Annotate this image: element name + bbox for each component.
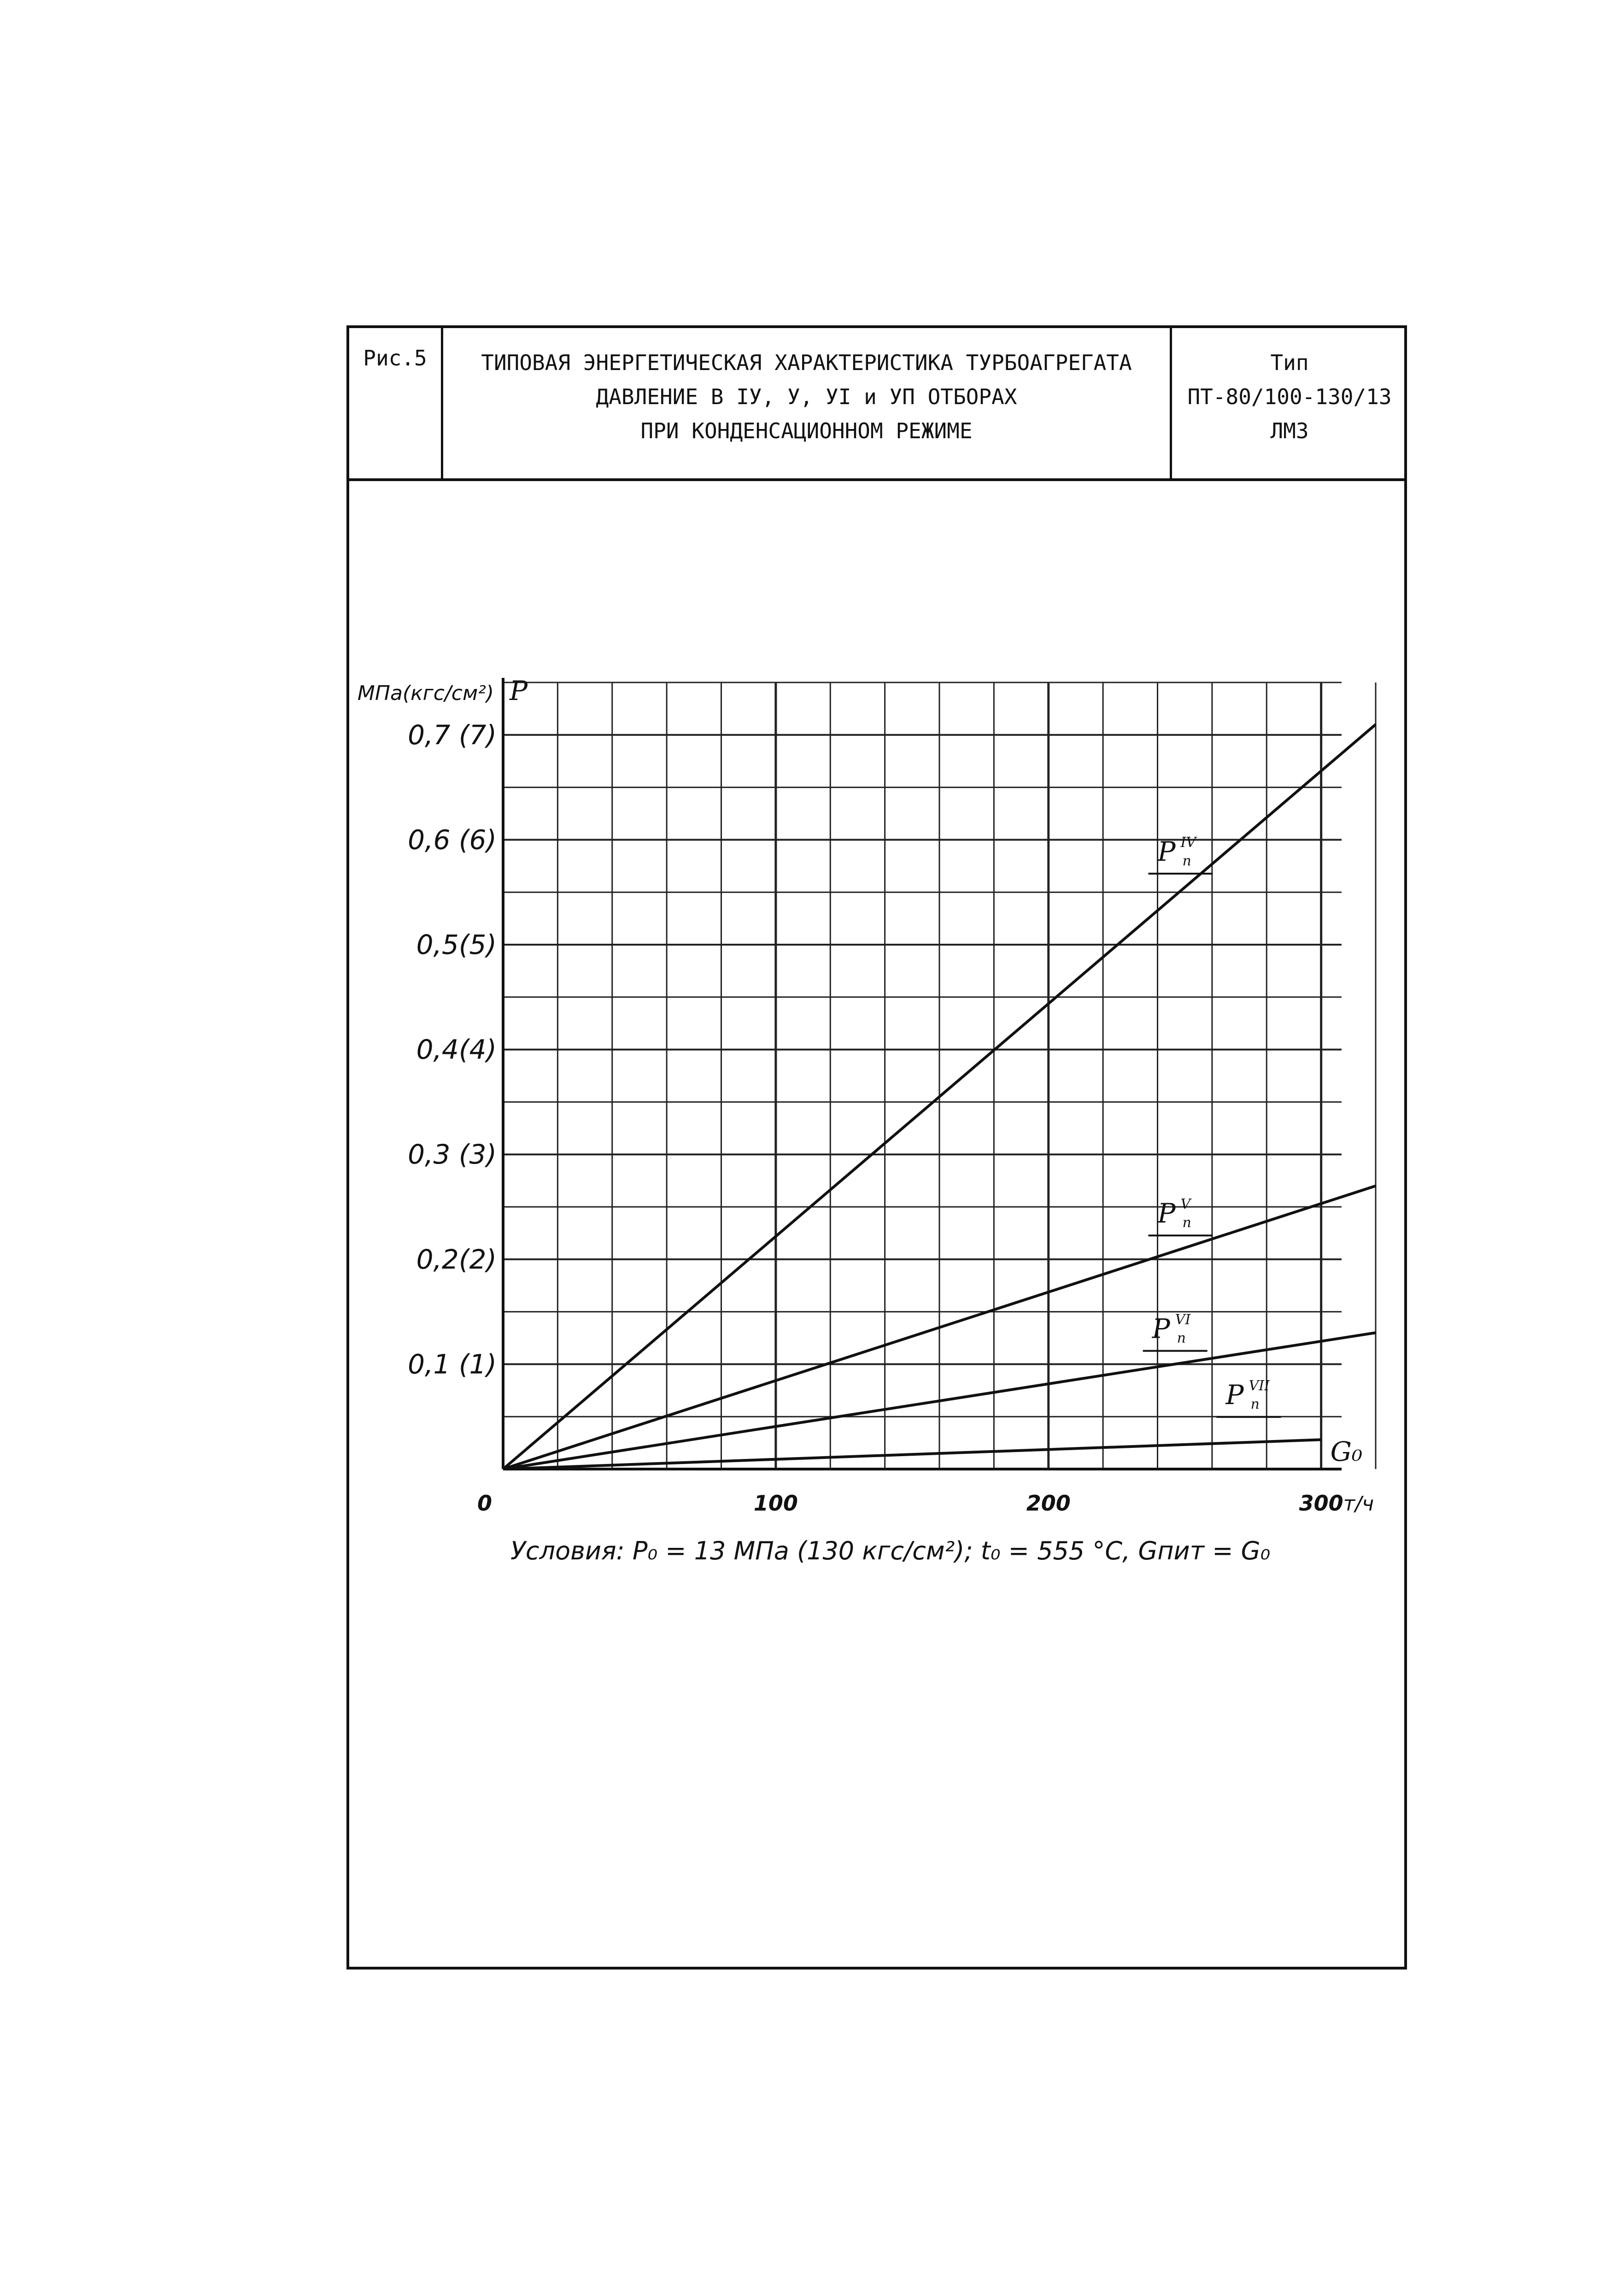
x-unit-label: т/ч xyxy=(1343,1492,1374,1516)
y-tick-label: 0,4(4) xyxy=(416,1034,497,1065)
y-tick-label: 0,7 (7) xyxy=(408,719,497,751)
y-axis-label: МПа(кгс/см²) xyxy=(357,682,494,705)
figure-label: Рис.5 xyxy=(349,328,443,478)
y-tick-label: 0,2(2) xyxy=(416,1243,497,1275)
x-tick-label: 100 xyxy=(753,1491,798,1516)
series-label-vii xyxy=(1216,1378,1281,1417)
series-label-vi xyxy=(1143,1312,1208,1351)
chart-labels xyxy=(358,675,1374,1516)
x-tick-label: 0 xyxy=(477,1491,492,1516)
y-tick-label: 0,3 (3) xyxy=(408,1139,497,1170)
type-line-2: ПТ-80/100-130/13 xyxy=(1187,384,1392,409)
series-label-subscript: п xyxy=(1182,853,1191,869)
series-label-symbol: P xyxy=(1225,1379,1244,1411)
type-line-3: ЛМЗ xyxy=(1270,418,1309,443)
series-label-subscript: п xyxy=(1182,1215,1191,1231)
title-line-2: ДАВЛЕНИЕ В IУ, У, УI и УП ОТБОРАХ xyxy=(596,384,1017,409)
y-tick-label: 0,6 (6) xyxy=(408,824,497,856)
x-axis-symbol: G₀ xyxy=(1330,1436,1363,1467)
chart-axes xyxy=(503,678,1342,1469)
series-label-symbol: P xyxy=(1157,1198,1176,1229)
series-label-subscript: п xyxy=(1250,1396,1260,1412)
series-line-vii xyxy=(503,1440,1321,1469)
chart-grid xyxy=(503,682,1376,1469)
series-label-symbol: P xyxy=(1157,835,1176,867)
series-label-superscript: VII xyxy=(1249,1377,1270,1394)
series-label-symbol: P xyxy=(1152,1313,1170,1345)
y-tick-label: 0,5(5) xyxy=(416,929,497,960)
x-tick-label: 300 xyxy=(1299,1491,1343,1516)
series-label-superscript: V xyxy=(1180,1196,1191,1213)
series-label-subscript: п xyxy=(1177,1330,1186,1346)
type-line-1: Тип xyxy=(1270,350,1309,375)
y-tick-label: 0,1 (1) xyxy=(408,1348,497,1380)
series-label-superscript: VI xyxy=(1175,1311,1191,1328)
x-tick-label: 200 xyxy=(1026,1491,1071,1516)
y-axis-symbol: P xyxy=(510,675,528,706)
title-line-1: ТИПОВАЯ ЭНЕРГЕТИЧЕСКАЯ ХАРАКТЕРИСТИКА ТУРБОАГРЕГАТА xyxy=(481,350,1132,375)
conditions-note: Условия: P₀ = 13 МПа (130 кгс/см²); t₀ = 555 °С, Gпит = G₀ xyxy=(510,1536,1271,1565)
series-label-superscript: IV xyxy=(1180,834,1196,851)
title-line-3: ПРИ КОНДЕНСАЦИОННОМ РЕЖИМЕ xyxy=(640,418,973,443)
